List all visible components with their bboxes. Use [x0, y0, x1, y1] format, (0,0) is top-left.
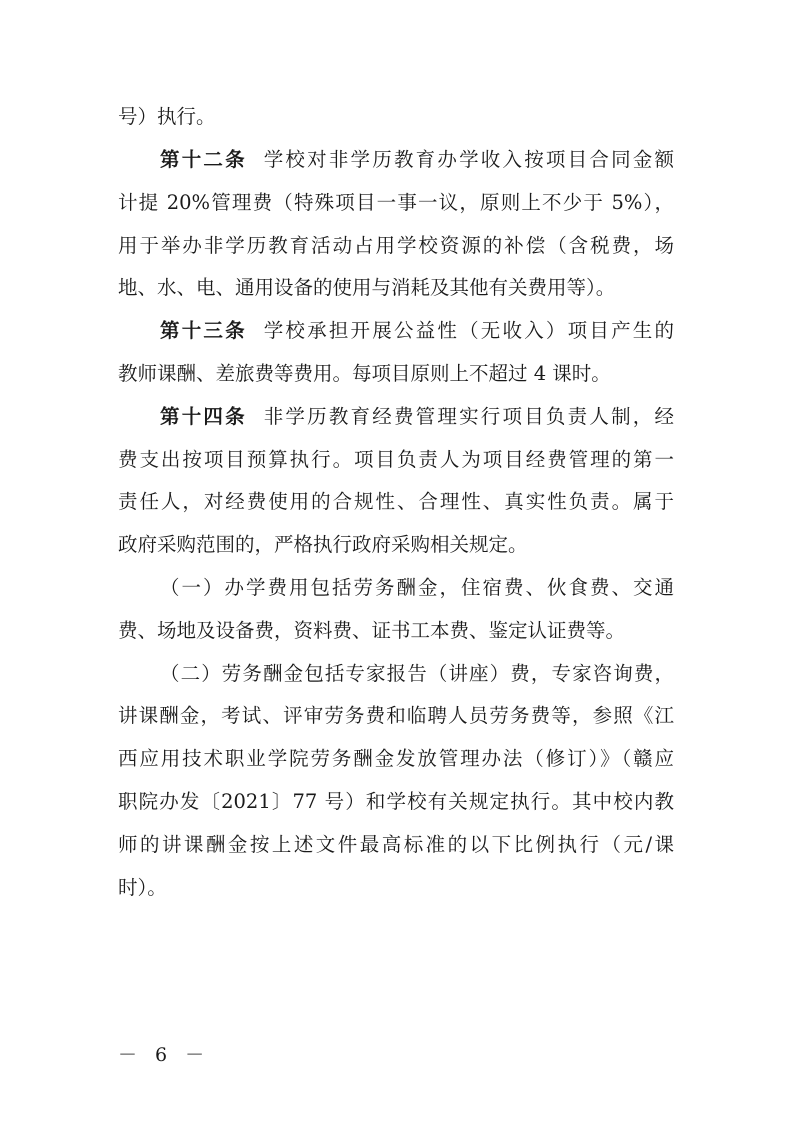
text-line-1-content: 号）执行。 [118, 105, 216, 128]
text-line-7 [118, 354, 674, 394]
text-line-4-content: 用于举办非学历教育活动占用学校资源的补偿（含税费，场 [118, 234, 674, 257]
text-line-3 [118, 183, 674, 223]
text-line-19 [118, 868, 674, 908]
text-line-10-content: 责任人，对经费使用的合规性、合理性、真实性负责。属于 [118, 490, 674, 513]
text-line-15-content: 讲课酬金，考试、评审劳务费和临聘人员劳务费等，参照《江 [118, 704, 674, 727]
article-14-heading: 第十四条 [160, 405, 247, 428]
article-14-first-line [160, 397, 674, 437]
item-2-text: （二）劳务酬金包括专家报告（讲座）费，专家咨询费， [160, 662, 674, 685]
text-line-17 [118, 782, 674, 822]
text-line-7-content: 教师课酬、差旅费等费用。每项目原则上不超过 4 课时。 [118, 362, 611, 385]
item-1-first-line [160, 568, 674, 608]
text-line-16-content: 西应用技术职业学院劳务酬金发放管理办法（修订）》（赣应 [118, 747, 674, 770]
text-line-13 [118, 611, 674, 651]
text-line-18-content: 师的讲课酬金按上述文件最高标准的以下比例执行（元/课 [118, 833, 674, 856]
text-line-1 [118, 97, 674, 137]
article-12-text: 学校对非学历教育办学收入按项目合同金额 [263, 148, 674, 171]
item-1-text: （一）办学费用包括劳务酬金，住宿费、伙食费、交通 [160, 576, 674, 599]
text-line-9-content: 费支出按项目预算执行。项目负责人为项目经费管理的第一 [118, 448, 674, 471]
text-line-4 [118, 226, 674, 266]
text-line-10 [118, 482, 674, 522]
text-line-5-content: 地、水、电、通用设备的使用与消耗及其他有关费用等）。 [118, 276, 616, 299]
page-number: － 6 － [118, 1044, 211, 1066]
text-line-18 [118, 825, 674, 865]
text-line-3-content: 计提 20%管理费（特殊项目一事一议，原则上不少于 5%）， [118, 191, 674, 214]
text-line-11 [118, 525, 674, 565]
article-13-text: 学校承担开展公益性（无收入）项目产生的 [263, 319, 674, 342]
article-13-first-line [160, 311, 674, 351]
article-14-text: 非学历教育经费管理实行项目负责人制，经 [263, 405, 674, 428]
item-2-first-line [160, 654, 674, 694]
text-line-11-content: 政府采购范围的，严格执行政府采购相关规定。 [118, 533, 528, 556]
text-line-9 [118, 440, 674, 480]
text-line-17-content: 职院办发〔2021〕77 号）和学校有关规定执行。其中校内教 [118, 790, 674, 813]
article-13-heading: 第十三条 [160, 319, 247, 342]
article-12-first-line [160, 140, 674, 180]
article-12-heading: 第十二条 [160, 148, 247, 171]
text-line-16 [118, 739, 674, 779]
text-line-15 [118, 696, 674, 736]
text-line-13-content: 费、场地及设备费，资料费、证书工本费、鉴定认证费等。 [118, 619, 626, 642]
text-line-5 [118, 268, 674, 308]
text-line-19-content: 时）。 [118, 876, 167, 899]
